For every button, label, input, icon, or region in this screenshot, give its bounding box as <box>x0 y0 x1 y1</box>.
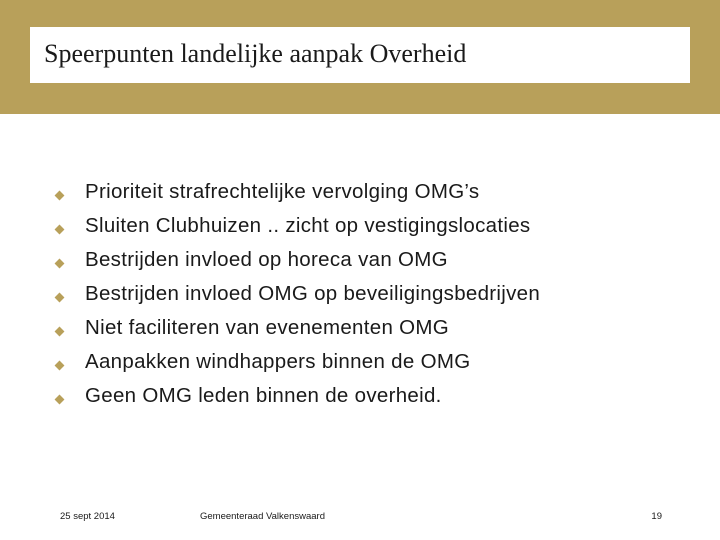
diamond-bullet-icon <box>54 258 65 269</box>
header-band <box>0 0 720 114</box>
bullet-item <box>54 243 694 277</box>
bullet-text: Bestrijden invloed OMG op beveiligingsbedrijven <box>85 282 541 305</box>
diamond-bullet-icon <box>54 292 65 303</box>
diamond-bullet-icon <box>54 360 65 371</box>
diamond-bullet-icon <box>54 224 65 235</box>
bullet-item <box>54 277 694 311</box>
diamond-bullet-icon <box>54 394 65 405</box>
bullet-list <box>54 175 694 413</box>
bullet-text: Geen OMG leden binnen de overheid. <box>85 384 442 407</box>
slide-title: Speerpunten landelijke aanpak Overheid <box>44 39 467 68</box>
footer-page-number: 19 <box>651 511 662 522</box>
bullet-text: Niet faciliteren van evenementen OMG <box>85 316 450 339</box>
diamond-bullet-icon <box>54 326 65 337</box>
diamond-bullet-icon <box>54 190 65 201</box>
bullet-item <box>54 379 694 413</box>
bullet-text: Bestrijden invloed op horeca van OMG <box>85 248 448 271</box>
bullet-item <box>54 311 694 345</box>
bullet-text: Sluiten Clubhuizen .. zicht op vestigingslocaties <box>85 214 531 237</box>
bullet-text: Aanpakken windhappers binnen de OMG <box>85 350 471 373</box>
footer-organization: Gemeenteraad Valkenswaard <box>200 511 325 522</box>
bullet-item <box>54 175 694 209</box>
title-box <box>30 27 690 83</box>
footer-date: 25 sept 2014 <box>60 511 115 522</box>
bullet-item <box>54 345 694 379</box>
bullet-text: Prioriteit strafrechtelijke vervolging OMG’s <box>85 180 480 203</box>
bullet-item <box>54 209 694 243</box>
